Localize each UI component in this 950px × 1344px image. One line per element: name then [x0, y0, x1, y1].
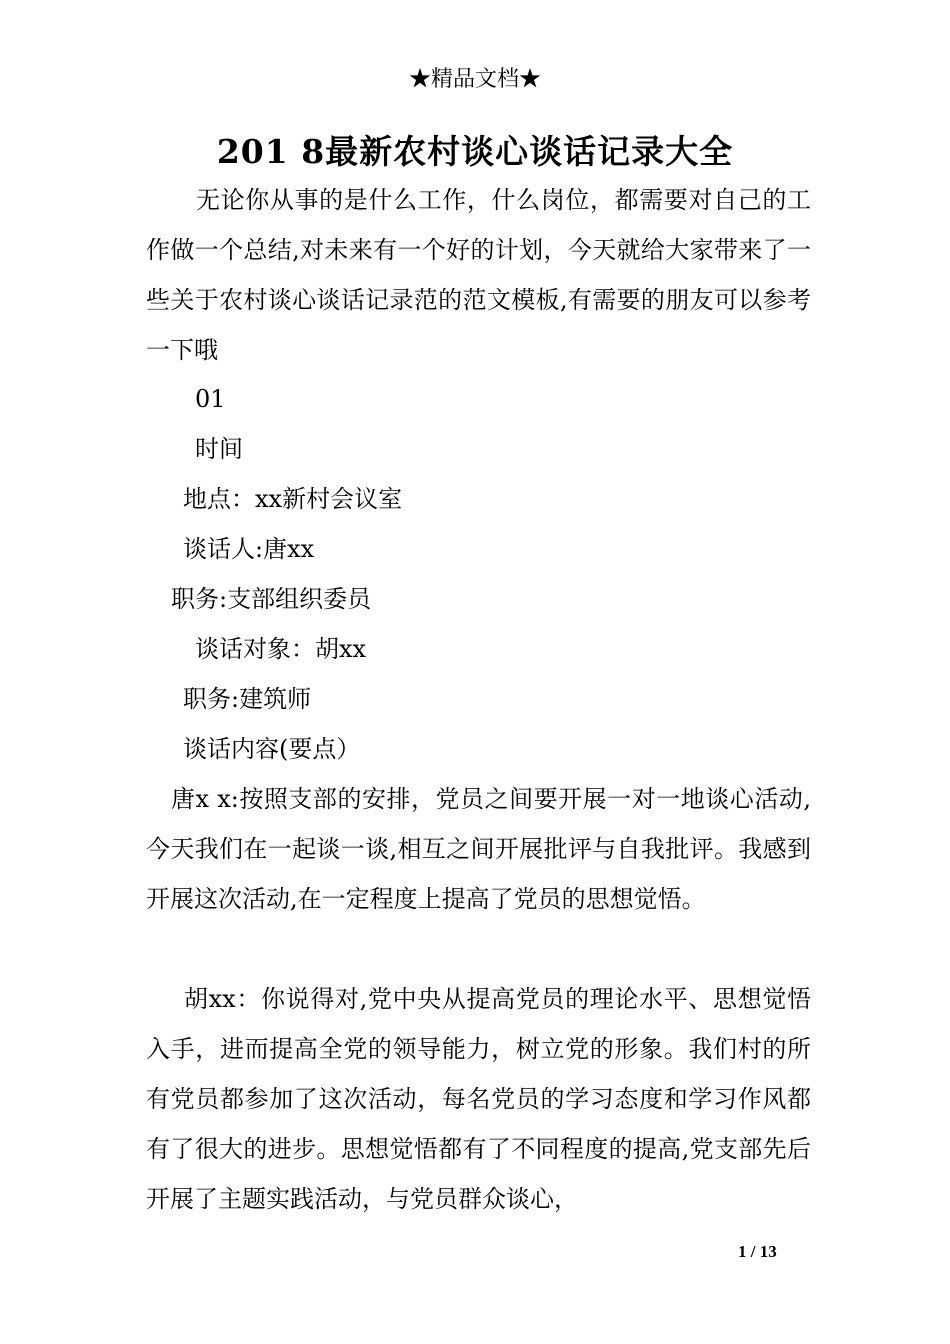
- field-subject: 谈话对象：胡xx: [195, 635, 367, 663]
- paragraph-hu: 胡xx：你说得对,党中央从提高党员的理论水平、思想觉悟入手，进而提高全党的领导能力，树立党的形象。我们村的所有党员都参加了这次活动，每名党员的学习态度和学习作风都有了很大的进步。思想觉悟都有了不同程度的提高,党支部先后开展了主题实践活动，与党员群众谈心，: [146, 985, 811, 1213]
- document-title: 201 8最新农村谈心谈话记录大全: [216, 132, 734, 171]
- page-indicator: 1 / 13: [738, 1242, 777, 1261]
- field-location: 地点：xx新村会议室: [183, 485, 403, 513]
- paragraph-tang: 唐x x:按照支部的安排，党员之间要开展一对一地谈心活动,今天我们在一起谈一谈,相互之间开展批评与自我批评。我感到开展这次活动,在一定程度上提高了党员的思想觉悟。: [146, 785, 811, 913]
- field-speaker: 谈话人:唐xx: [183, 535, 315, 563]
- field-subject-role: 职务:建筑师: [183, 685, 312, 713]
- field-time: 时间: [195, 435, 243, 463]
- page-header: ★精品文档★: [408, 67, 541, 92]
- intro-paragraph: 无论你从事的是什么工作，什么岗位，都需要对自己的工作做一个总结,对未来有一个好的计划，今天就给大家带来了一些关于农村谈心谈话记录范的范文模板,有需要的朋友可以参考一下哦: [146, 186, 811, 364]
- field-speaker-role: 职务:支部组织委员: [171, 585, 372, 613]
- section-number: 01: [195, 385, 226, 413]
- field-content-heading: 谈话内容(要点）: [183, 735, 361, 763]
